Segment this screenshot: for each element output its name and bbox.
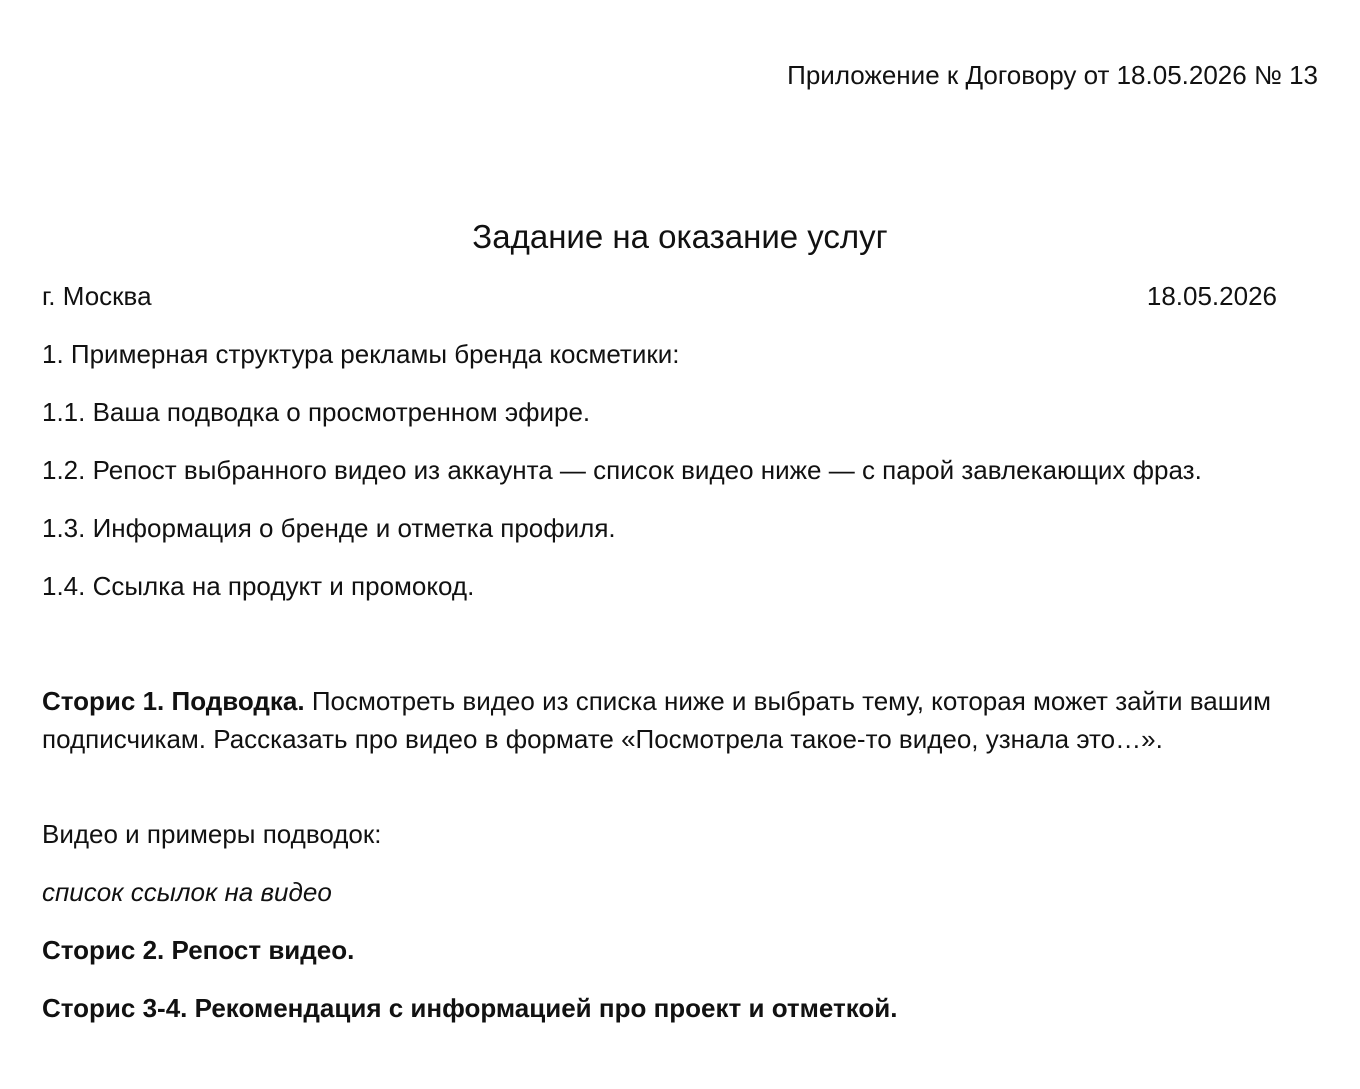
- story-2-title: Сторис 2. Репост видео.: [42, 935, 355, 965]
- story-1-title: Сторис 1. Подводка.: [42, 686, 305, 716]
- videos-list-placeholder: список ссылок на видео: [42, 877, 332, 907]
- structure-item-1-1: 1.1. Ваша подводка о просмотренном эфире.: [42, 397, 591, 427]
- videos-label: Видео и примеры подводок:: [42, 819, 382, 849]
- structure-item-1-2: 1.2. Репост выбранного видео из аккаунта — список видео ниже — с парой завлекающих фраз.: [42, 455, 1202, 485]
- document-city: г. Москва: [42, 281, 152, 311]
- document-title: Задание на оказание услуг: [472, 218, 888, 255]
- story-1-paragraph: [42, 682, 1317, 758]
- document-date: 18.05.2026: [1146, 281, 1277, 311]
- appendix-reference: Приложение к Договору от 18.05.2026 № 13: [787, 60, 1318, 90]
- structure-item-1-4: 1.4. Ссылка на продукт и промокод.: [42, 571, 475, 601]
- story-3-4-title: Сторис 3-4. Рекомендация с информацией про проект и отметкой.: [42, 993, 898, 1023]
- story-1-text: Посмотреть видео из списка ниже и выбрать тему, которая может зайти вашим подписчикам. Рассказать про видео в формате «Посмотрела такое-то видео, узнала это…».: [42, 686, 1271, 754]
- structure-item-1-3: 1.3. Информация о бренде и отметка профиля.: [42, 513, 616, 543]
- structure-heading: 1. Примерная структура рекламы бренда косметики:: [42, 339, 680, 369]
